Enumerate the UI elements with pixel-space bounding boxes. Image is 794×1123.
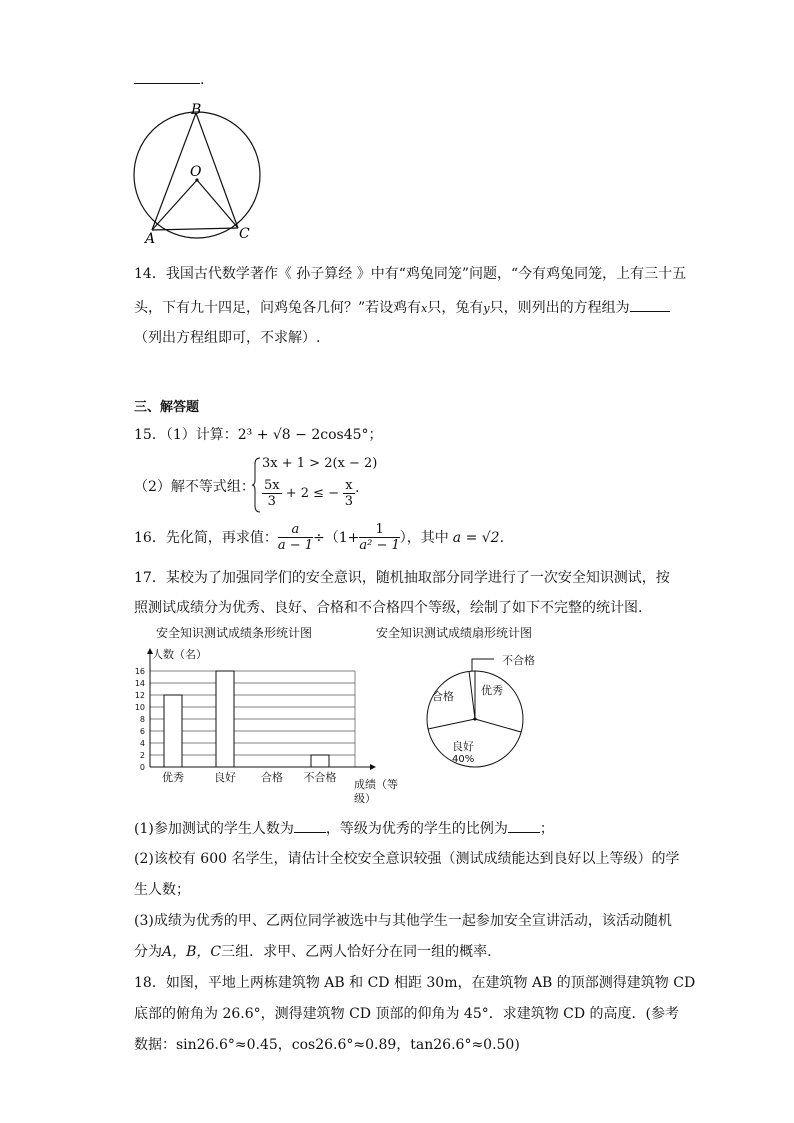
q17-sub1-text-c: ； (539, 821, 554, 837)
answer-blank (134, 69, 200, 84)
q16-condition: a = √2 (452, 529, 500, 546)
y-tick-label: 6 (139, 727, 145, 736)
var-y: y (483, 302, 490, 315)
pie-chart (420, 648, 540, 773)
inequality-1: 3x + 1 > 2(x − 2) (262, 456, 378, 471)
left-brace (252, 456, 262, 514)
segment-oc (197, 180, 238, 228)
answer-blank (630, 297, 670, 312)
x-category-label: 优秀 (162, 771, 184, 784)
y-tick-label: 0 (139, 763, 145, 772)
x-axis-label-source (0, 0, 6, 1)
q17-sub3-pre: 分为 (134, 944, 162, 960)
y-tick-label: 16 (134, 667, 145, 676)
circle-triangle-figure (128, 100, 268, 248)
q15-part1-expr: 2³ + √8 − 2cos45°； (237, 427, 383, 443)
bar-4 (311, 755, 329, 767)
inequality-system (252, 456, 378, 514)
q17-sub3a: (3)成绩为优秀的甲、乙两位同学被选中与其他学生一起参加安全宣讲活动，该活动随机 (134, 913, 672, 929)
segment-bc (196, 113, 238, 228)
frac-num: a (278, 522, 313, 538)
y-tick-label: 8 (139, 715, 145, 724)
q14-line2 (134, 297, 670, 319)
section-heading: 三、解答题 (134, 400, 200, 415)
bar-2 (216, 671, 234, 767)
q16-div: ÷（1+ (313, 529, 360, 546)
q15-part1-label: 15．（1）计算： (134, 427, 238, 443)
frac-num: 1 (359, 522, 399, 538)
bar-chart (130, 640, 420, 810)
q18-line3: 数据：sin26.6°≈0.45，cos26.6°≈0.89，tan26.6°≈0.50) (134, 1037, 520, 1053)
leader-line (472, 659, 494, 671)
q15-part1 (134, 425, 383, 445)
label-c: C (239, 226, 250, 242)
y-tick-label: 12 (134, 691, 145, 700)
frac-den: 3 (267, 494, 276, 509)
inequality-2 (262, 478, 355, 509)
q17-line2: 照测试成绩分为优秀、良好、合格和不合格四个等级，绘制了如下不完整的统计图. (134, 600, 643, 616)
q17-sub1-text-b: ，等级为优秀的学生的比例为 (325, 821, 508, 837)
pie-label-fail: 不合格 (502, 654, 535, 667)
frac-num: x (345, 478, 353, 493)
q17-line1: 17．某校为了加强同学们的安全意识，随机抽取部分同学进行了一次安全知识测试，按 (134, 570, 670, 586)
frac-num: 5x (264, 478, 280, 493)
q13-period: . (200, 72, 205, 88)
q14-text-a: 头，下有九十四足，问鸡兔各几何？”若设鸡有 (134, 300, 422, 316)
q17-sub3-groups: A，B，C (162, 944, 222, 960)
x-category-label: 良好 (214, 771, 236, 784)
ineq2-mid: + 2 ≤ − (285, 486, 340, 501)
label-a: A (145, 231, 156, 247)
pie-center (473, 717, 476, 720)
label-o: O (190, 164, 202, 180)
x-axis-label-part2: 级） (354, 792, 376, 805)
q17-sub2a: (2)该校有 600 名学生，请估计全校安全意识较强（测试成绩能达到良好以上等级）的学 (134, 851, 680, 867)
bar-1 (164, 695, 182, 767)
q16-frac1 (278, 522, 313, 553)
q13-answer-blank (134, 69, 204, 90)
y-tick-label: 14 (134, 679, 145, 688)
y-axis-label: 人数（名） (152, 648, 207, 661)
pie-label-excellent: 优秀 (481, 684, 503, 697)
y-tick-label: 2 (139, 751, 145, 760)
q17-sub3b (134, 942, 492, 962)
label-b: B (191, 102, 202, 118)
q15-end: . (355, 480, 360, 496)
q16-line (134, 522, 504, 553)
q17-sub1 (134, 818, 554, 839)
frac-den: 3 (344, 494, 354, 509)
q16-frac2 (359, 522, 399, 553)
q16-label: 16．先化简，再求值： (134, 529, 278, 546)
x-axis-label-part1: 成绩（等 (354, 778, 398, 791)
q17-sub2b: 生人数； (134, 882, 190, 898)
answer-blank (508, 818, 540, 833)
q18-line1: 18．如图，平地上两栋建筑物 AB 和 CD 相距 30m，在建筑物 AB 的顶部测得建筑物 CD (134, 975, 696, 991)
q14-text-b: 只，兔有 (427, 300, 484, 316)
frac-den: a − 1 (277, 538, 314, 553)
q17-sub3-post: 三组．求甲、乙两人恰好分在同一组的概率. (221, 944, 492, 960)
pie-chart-title: 安全知识测试成绩扇形统计图 (376, 626, 533, 640)
q18-line2: 底部的俯角为 26.6°，测得建筑物 CD 顶部的仰角为 45°．求建筑物 CD 的高度．(参考 (134, 1006, 680, 1022)
q14-text-c: 只，则列出的方程组为 (489, 300, 630, 316)
frac-den: a² − 1 (359, 538, 400, 553)
answer-blank (294, 818, 326, 833)
q17-sub1-text: (1)参加测试的学生人数为 (134, 821, 294, 837)
pie-label-good: 良好 (452, 740, 474, 753)
var-x: x (421, 302, 428, 315)
q16-tail: ），其中 (399, 529, 449, 546)
q16-end: . (499, 529, 505, 546)
q14-line1: 14．我国古代数学著作《 孙子算经 》中有“鸡兔同笼”问题，“今有鸡兔同笼，上有三十五 (134, 266, 687, 282)
q14-line3: （列出方程组即可，不求解）. (134, 330, 321, 346)
pie-label-pass: 合格 (432, 690, 454, 703)
y-tick-label: 10 (134, 703, 145, 712)
x-category-label: 合格 (261, 771, 283, 784)
segment-oa (152, 180, 197, 230)
x-category-label: 不合格 (303, 771, 337, 784)
y-tick-label: 4 (139, 739, 145, 748)
bar-chart-title: 安全知识测试成绩条形统计图 (156, 626, 313, 640)
x-axis-arrow (370, 764, 376, 770)
pie-percent-good: 40% (452, 754, 475, 765)
q15-part2-label: （2）解不等式组： (134, 479, 255, 495)
